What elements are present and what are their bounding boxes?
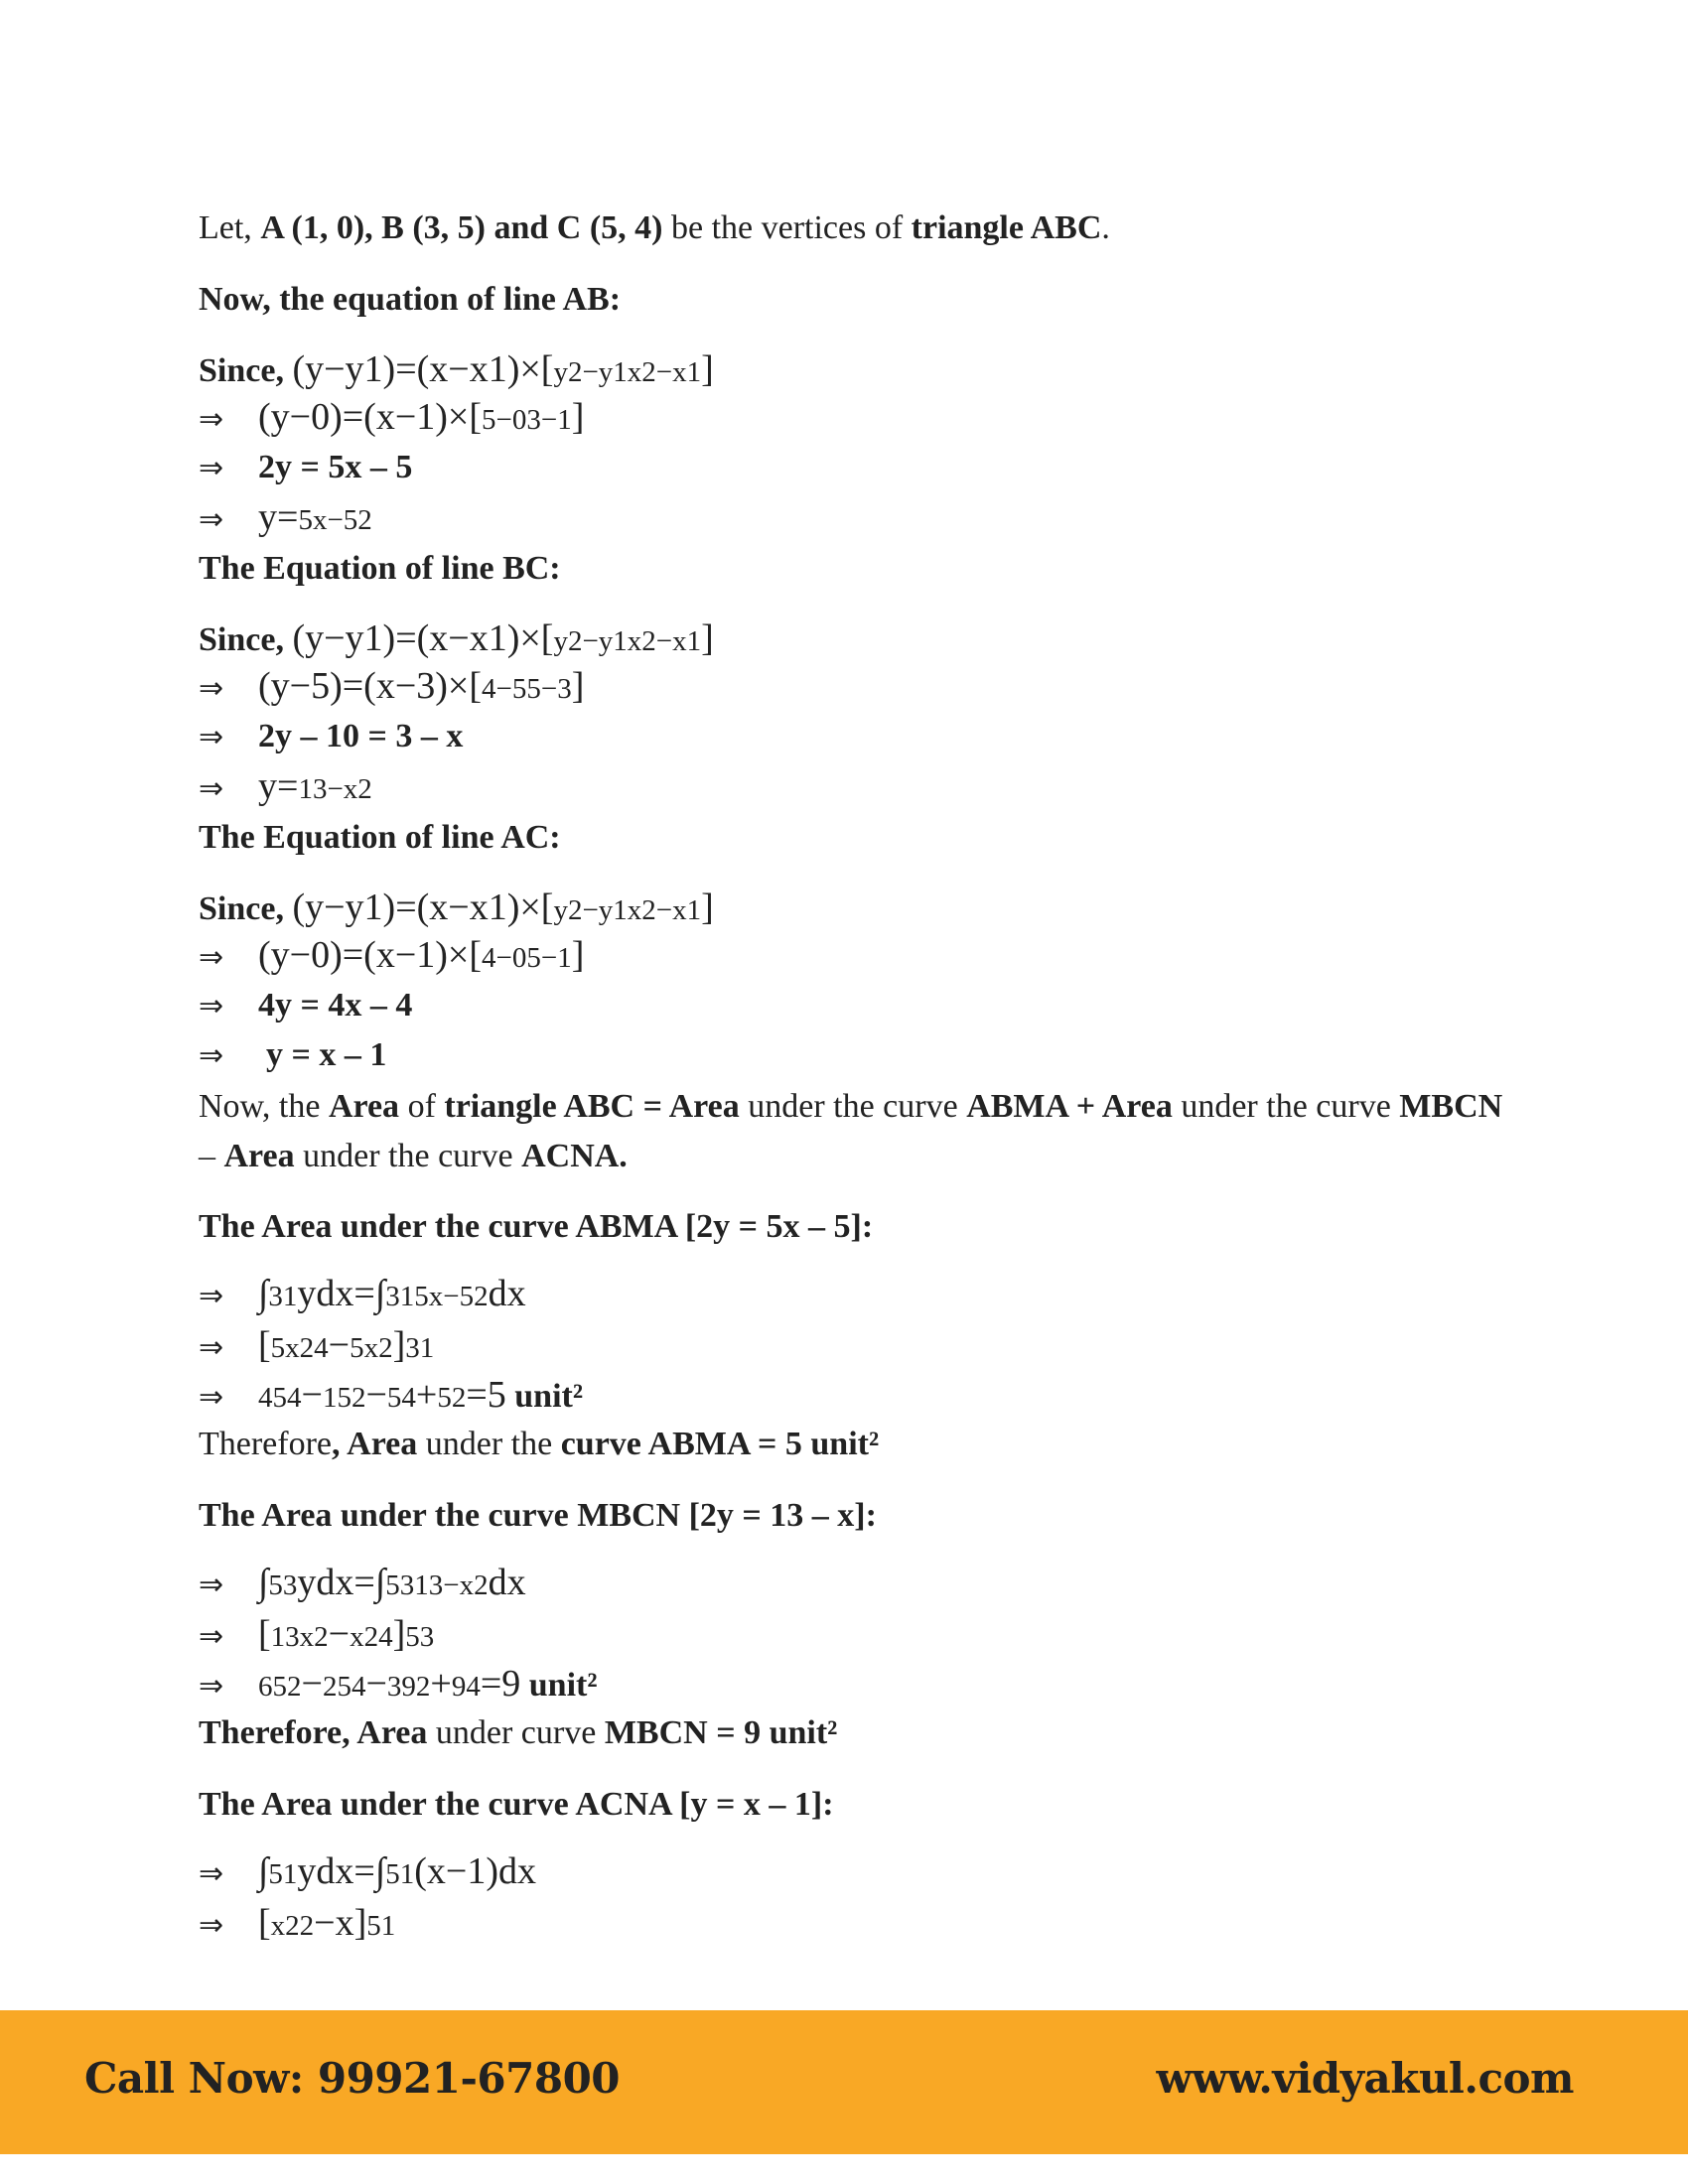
formula-fraction: y2−y1x2−x1 (553, 625, 702, 657)
term: x24 (350, 1621, 393, 1653)
formula-fraction: y2−y1x2−x1 (553, 356, 702, 388)
step-fraction: 5−03−1 (482, 404, 572, 436)
term: 5x2 (350, 1332, 393, 1364)
implies-icon: ⇒ (199, 771, 224, 806)
formula-fraction: y2−y1x2−x1 (553, 894, 702, 926)
integral-limits-expr: 5313−x2 (385, 1570, 489, 1601)
integral-dx: dx (488, 1273, 526, 1314)
result: =5 (466, 1374, 506, 1416)
implies-icon: ⇒ (199, 1038, 224, 1073)
abma-integral-3 (199, 1373, 583, 1420)
implies-icon: ⇒ (199, 720, 224, 754)
vertices-text: A (1, 0), B (3, 5) and C (5, 4) (260, 209, 663, 246)
formula-main: (y−y1)=(x−x1)×[ (292, 348, 554, 390)
area-text-6: under the curve (294, 1138, 522, 1174)
step-bracket: ] (571, 665, 585, 707)
since-label: Since, (199, 890, 293, 927)
ab-step-2 (199, 446, 412, 490)
triangle-name: triangle ABC (911, 209, 1102, 246)
area-text-5: – (199, 1138, 224, 1174)
area-text-1: Now, the (199, 1088, 329, 1125)
result-text-2: under curve (427, 1714, 605, 1751)
ab-step-3 (199, 495, 372, 542)
result-text-1: Therefore (199, 1426, 333, 1462)
operator: − (301, 1374, 323, 1416)
formula-main: (y−y1)=(x−x1)×[ (292, 887, 554, 928)
implies-icon: ⇒ (199, 451, 224, 485)
integral-dx: (x−1)dx (414, 1850, 537, 1892)
integral-dx: dx (488, 1562, 526, 1603)
mbcn-heading: The Area under the curve MBCN [2y = 13 – x]: (199, 1497, 877, 1534)
term: 52 (437, 1382, 467, 1414)
implies-icon: ⇒ (199, 1380, 224, 1415)
implies-icon: ⇒ (199, 1908, 224, 1943)
step-fraction: 5x−52 (298, 504, 372, 536)
since-label: Since, (199, 352, 293, 389)
unit: unit² (505, 1378, 584, 1415)
integral-limits: 53 (268, 1570, 298, 1601)
step-main: y= (258, 765, 299, 807)
intro-line (199, 206, 1110, 250)
unit: unit² (520, 1667, 598, 1704)
abma-heading: The Area under the curve ABMA [2y = 5x – 5]: (199, 1208, 874, 1245)
step-fraction: 13−x2 (298, 773, 372, 805)
integral-limits: 51 (268, 1858, 298, 1890)
implies-icon: ⇒ (199, 1568, 224, 1602)
implies-icon: ⇒ (199, 1856, 224, 1891)
bracket-close: ] (392, 1324, 406, 1366)
bracket-open: [ (258, 1902, 271, 1944)
step-equation: 2y – 10 = 3 – x (258, 718, 464, 754)
intro-text-2: be the vertices of (662, 209, 912, 246)
intro-text-1: Let, (199, 209, 261, 246)
abma-result (199, 1423, 879, 1466)
implies-icon: ⇒ (199, 1279, 224, 1313)
operator: + (430, 1663, 452, 1705)
result-bold-1: Therefore, Area (199, 1714, 428, 1751)
term: 94 (451, 1671, 481, 1703)
bracket-open: [ (258, 1613, 271, 1655)
integral-body: ydx=∫ (297, 1850, 386, 1892)
ac-step-3 (199, 1033, 386, 1078)
implies-icon: ⇒ (199, 940, 224, 975)
integral-limits: 51 (385, 1858, 415, 1890)
result-bold-2: curve ABMA = 5 unit² (560, 1426, 880, 1462)
bc-step-3 (199, 764, 372, 811)
acna-heading: The Area under the curve ACNA [y = x – 1]: (199, 1786, 834, 1823)
area-bold-4: MBCN (1399, 1088, 1503, 1125)
bracket-close: ] (392, 1613, 406, 1655)
implies-icon: ⇒ (199, 671, 224, 706)
implies-icon: ⇒ (199, 502, 224, 537)
integral-sign: ∫ (258, 1562, 269, 1603)
operator: − (328, 1324, 351, 1366)
ac-since-line (199, 886, 714, 932)
integral-limits-expr: 315x−52 (385, 1281, 489, 1312)
term: x22 (270, 1910, 315, 1942)
mbcn-integral-3 (199, 1662, 598, 1708)
area-bold-3: ABMA + Area (966, 1088, 1173, 1125)
acna-integral-2 (199, 1901, 395, 1948)
integral-sign: ∫ (258, 1273, 269, 1314)
term: 652 (258, 1671, 302, 1703)
integral-limits: 31 (268, 1281, 298, 1312)
term: 54 (386, 1382, 416, 1414)
step-bracket: ] (571, 934, 585, 976)
step-bracket: ] (571, 396, 585, 438)
operator: − (328, 1613, 351, 1655)
mbcn-integral-2 (199, 1612, 434, 1659)
ac-heading: The Equation of line AC: (199, 819, 561, 856)
step-main: (y−0)=(x−1)×[ (258, 396, 482, 438)
integral-body: ydx=∫ (297, 1562, 386, 1603)
formula-bracket: ] (701, 887, 714, 928)
bc-step-2 (199, 715, 463, 759)
step-main: y= (258, 496, 299, 538)
step-main: (y−0)=(x−1)×[ (258, 934, 482, 976)
bracket-open: [ (258, 1324, 271, 1366)
area-bold-1: Area (328, 1088, 400, 1125)
result: =9 (480, 1663, 521, 1705)
formula-bracket: ] (701, 617, 714, 659)
bc-step-1 (199, 664, 584, 711)
result-text-2: under the (417, 1426, 561, 1462)
step-equation: 2y = 5x – 5 (258, 449, 413, 485)
integral-body: ydx=∫ (297, 1273, 386, 1314)
term: 13x2 (270, 1621, 329, 1653)
operator: − (365, 1663, 387, 1705)
step-fraction: 4−05−1 (482, 942, 572, 974)
term: 454 (258, 1382, 302, 1414)
call-now-text[interactable]: Call Now: 99921-67800 (84, 2054, 621, 2103)
limits: 31 (405, 1332, 435, 1364)
footer-banner (0, 2010, 1688, 2154)
abma-integral-1 (199, 1272, 526, 1318)
result-bold-1: , Area (332, 1426, 418, 1462)
operator: + (415, 1374, 438, 1416)
operator: − (301, 1663, 323, 1705)
area-bold-2: triangle ABC = Area (444, 1088, 740, 1125)
ab-heading: Now, the equation of line AB: (199, 281, 622, 318)
ab-since-line (199, 347, 714, 394)
implies-icon: ⇒ (199, 1619, 224, 1654)
implies-icon: ⇒ (199, 989, 224, 1024)
abma-integral-2 (199, 1323, 434, 1370)
step-fraction: 4−55−3 (482, 673, 572, 705)
area-text-2: of (399, 1088, 445, 1125)
formula-bracket: ] (701, 348, 714, 390)
term: 5x24 (270, 1332, 329, 1364)
area-statement (199, 1082, 1529, 1181)
ac-step-1 (199, 933, 584, 980)
area-bold-6: ACNA. (521, 1138, 628, 1174)
formula-main: (y−y1)=(x−x1)×[ (292, 617, 554, 659)
operator: − (365, 1374, 387, 1416)
area-text-3: under the curve (739, 1088, 967, 1125)
step-equation: 4y = 4x – 4 (258, 987, 413, 1024)
mbcn-result (199, 1711, 837, 1755)
bc-heading: The Equation of line BC: (199, 550, 561, 587)
implies-icon: ⇒ (199, 1669, 224, 1704)
acna-integral-1 (199, 1849, 536, 1896)
operator: −x] (314, 1902, 367, 1944)
bc-since-line (199, 616, 714, 663)
intro-text-3: . (1101, 209, 1110, 246)
integral-sign: ∫ (258, 1850, 269, 1892)
website-link[interactable]: www.vidyakul.com (1156, 2054, 1574, 2103)
mbcn-integral-1 (199, 1561, 526, 1607)
ac-step-2 (199, 984, 412, 1028)
ab-step-1 (199, 395, 584, 442)
term: 152 (322, 1382, 366, 1414)
term: 392 (386, 1671, 431, 1703)
term: 254 (322, 1671, 366, 1703)
result-bold-2: MBCN = 9 unit² (604, 1714, 838, 1751)
area-text-4: under the curve (1172, 1088, 1400, 1125)
since-label: Since, (199, 621, 293, 658)
implies-icon: ⇒ (199, 402, 224, 437)
limits: 53 (405, 1621, 435, 1653)
step-equation: y = x – 1 (266, 1036, 387, 1073)
implies-icon: ⇒ (199, 1330, 224, 1365)
step-main: (y−5)=(x−3)×[ (258, 665, 482, 707)
area-bold-5: Area (223, 1138, 295, 1174)
limits: 51 (366, 1910, 396, 1942)
